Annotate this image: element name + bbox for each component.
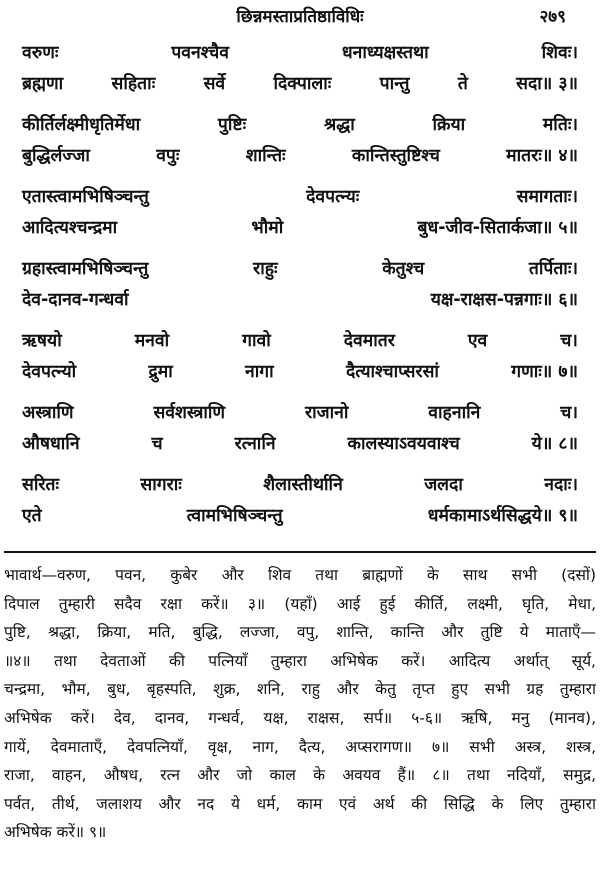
verse-word: सहिताः [111,74,156,94]
verse-word: ग्रहास्त्वामभिषिञ्चन्तु [22,259,149,279]
verse-word: शिवः। [541,43,578,63]
commentary-line: चन्द्रमा, भौम, बुध, बृहस्पति, शुक्र, शनि, राहु और केतु तृप्त हुए सभी ग्रह तुम्हारा [4,680,596,699]
verse [22,38,578,100]
verse-word: नागा [245,362,274,382]
verse-word: च। [560,403,578,423]
verse-word: नदाः। [544,475,578,495]
verse-word: ते [457,74,468,94]
verse-word: गावो [242,331,271,351]
section-divider [4,551,596,553]
commentary-line: पुष्टि, श्रद्धा, क्रिया, मति, बुद्धि, लज्जा, वपु, शान्ति, कान्ति और तुष्टि ये माताएँ— [4,623,596,642]
verse-word: क्रिया [432,115,466,135]
verse-word: देवपत्न्यः [306,187,360,207]
verse-line [22,429,578,460]
commentary-line: अभिषेक करें॥ ९॥ [4,823,107,842]
verse-line [22,398,578,429]
verse-word: पुष्टिः [217,115,247,135]
verse-word: आदित्यश्चन्द्रमा [22,218,118,238]
verse-word: शैलास्तीर्थानि [263,475,343,495]
verse-word: च [151,434,163,454]
page-header [0,2,600,30]
commentary-line: भावार्थ—वरुण, पवन, कुबेर और शिव तथा ब्राह्मणों के साथ सभी (दसों) [4,566,596,584]
verse-word: वरुणः [22,43,59,63]
verse-word: देवमातर [343,331,395,351]
verse-word: कालस्याऽवयवाश्च [347,434,460,454]
verse-word: मनवो [134,331,170,351]
verse-word: ब्रह्मणा [22,74,64,94]
verse-line [22,254,578,285]
verse-word: एव [467,331,488,351]
verse-word: पवनश्चैव [171,43,229,63]
verse-word: बुध-जीव-सितार्कजा॥ ५॥ [417,218,578,238]
verse-word: एते [22,506,42,526]
verse-line [22,69,578,100]
verse-word: केतुश्च [382,259,425,279]
verse-word: सर्वशस्त्राणि [153,403,226,423]
verse [22,110,578,172]
verse-line [22,357,578,388]
verse-line [22,38,578,69]
verse [22,470,578,532]
verse [22,254,578,316]
verse-line [22,470,578,501]
commentary-line: ॥४॥ तथा देवताओं की पत्नियाँ तुम्हारा अभिषेक करें। आदित्य अर्थात् सूर्य, [4,651,596,670]
verse-word: यक्ष-राक्षस-पन्नगाः॥ ६॥ [430,290,578,310]
commentary-line: दिपाल तुम्हारी सदैव रक्षा करें॥ ३॥ (यहाँ) आई हुई कीर्ति, लक्ष्मी, घृति, मेधा, [4,594,596,613]
verse-word: सागराः [140,475,182,495]
verse-line [22,141,578,172]
verse [22,398,578,460]
running-title: छिन्नमस्ताप्रतिष्ठाविधिः [236,7,364,27]
hindi-commentary [4,561,596,847]
verse [22,182,578,244]
verse-word: पान्तु [379,74,410,94]
verse-word: दिक्पालाः [273,74,332,94]
verse-word: श्रद्धा [323,115,355,135]
verse-word: धनाध्यक्षस्तथा [341,43,429,63]
commentary-line: अभिषेक करें। देव, दानव, गन्धर्व, यक्ष, राक्षस, सर्प॥ ५-६॥ ऋषि, मनु (मानव), [4,708,596,727]
verse-line [22,501,578,532]
verse-word: एतास्त्वामभिषिञ्चन्तु [22,187,149,207]
verse-word: राजानो [304,403,349,423]
verse-word: त्वामभिषिञ्चन्तु [186,506,283,526]
verse-word: द्रुमा [148,362,173,382]
verse-line [22,182,578,213]
verse-word: कान्तिस्तुष्टिश्च [351,146,440,166]
verse-line [22,110,578,141]
verse-word: देवपत्न्यो [22,362,77,382]
verse-word: तर्पिताः। [528,259,578,279]
verse-line [22,326,578,357]
verse-word: सदा॥ ३॥ [516,74,578,94]
verse-word: सरितः [22,475,60,495]
verse [22,326,578,388]
commentary-line: पर्वत, तीर्थ, जलाशय और नद ये धर्म, काम एवं अर्थ की सिद्धि के लिए तुम्हारा [4,794,596,813]
verse-word: धर्मकामाऽर्थसिद्धये॥ ९॥ [427,506,578,526]
verse-word: रत्नानि [234,434,276,454]
verse-line [22,285,578,316]
verse-word: समागताः। [516,187,578,207]
verse-word: दैत्याश्चाप्सरसां [345,362,439,382]
verse-word: मातरः॥ ४॥ [506,146,578,166]
verse-line [22,213,578,244]
commentary-line: राजा, वाहन, औषध, रत्न और जो काल के अवयव हैं॥ ८॥ तथा नदियाँ, समुद्र, [4,766,596,785]
verse-word: ऋषयो [22,331,62,351]
verse-word: बुद्धिर्लज्जा [22,146,90,166]
verse-word: देव-दानव-गन्धर्वा [22,290,129,310]
verse-word: राहुः [253,259,278,279]
verse-word: मतिः। [542,115,578,135]
verse-word: गणाः॥ ७॥ [511,362,578,382]
verse-word: भौमो [251,218,284,238]
verse-word: शान्तिः [245,146,286,166]
verse-word: जलदा [424,475,463,495]
commentary-line: गायें, देवमाताएँ, देवपत्नियाँ, वृक्ष, नाग, दैत्य, अप्सरागण॥ ७॥ सभी अस्त्र, शस्त्र, [4,737,596,756]
sanskrit-verses [22,38,578,542]
page-number: २७९ [539,7,566,27]
verse-word: कीर्तिर्लक्ष्मीधृतिर्मेधा [22,115,141,135]
verse-word: च। [560,331,578,351]
verse-word: वाहनानि [428,403,481,423]
verse-word: औषधानि [22,434,80,454]
verse-word: सर्वे [203,74,226,94]
verse-word: अस्त्राणि [22,403,74,423]
verse-word: ये॥ ८॥ [531,434,578,454]
verse-word: वपुः [156,146,180,166]
